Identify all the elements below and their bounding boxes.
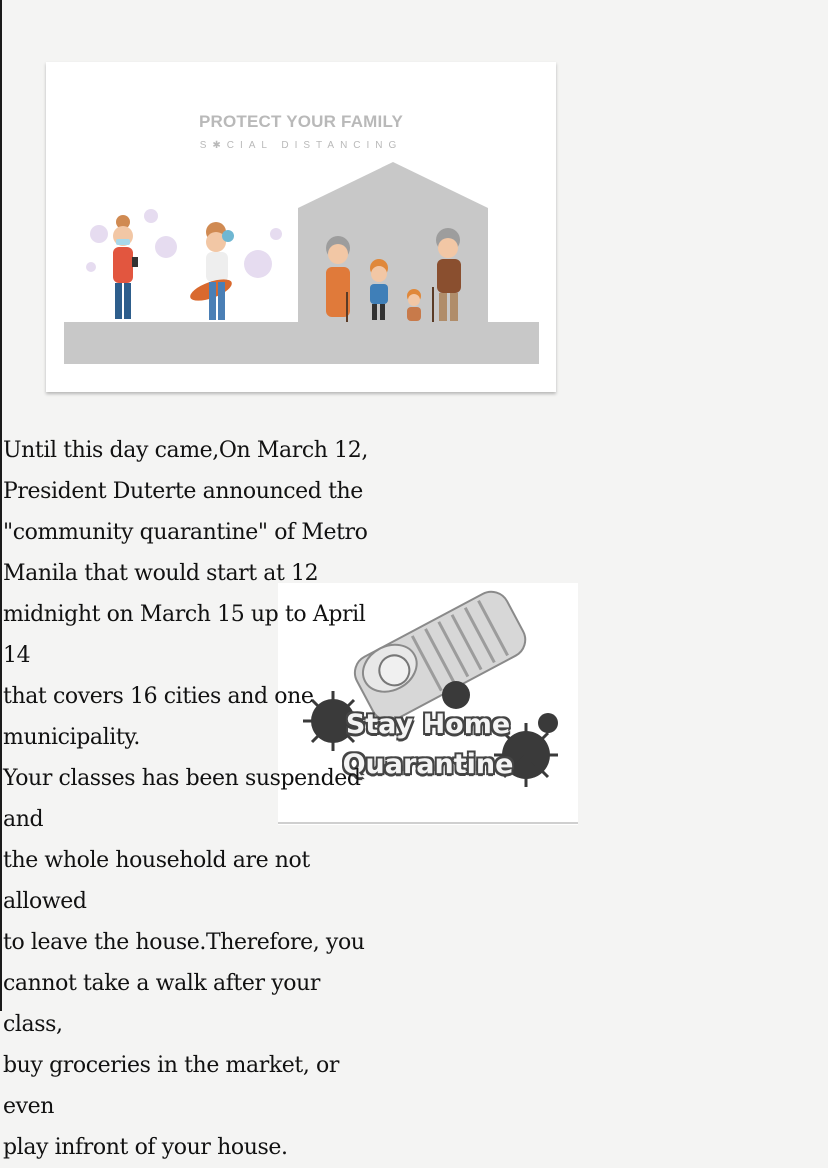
text-line: midnight on March 15 up to April 14: [3, 602, 366, 668]
text-line: that covers 16 cities and one: [3, 684, 314, 709]
text-line: play infront of your house.: [3, 1135, 288, 1160]
text-line: municipality.: [3, 725, 141, 750]
text-line: Until this day came,On March 12,: [3, 438, 368, 463]
page-left-edge: [0, 0, 2, 1011]
paragraph-household-restrictions: [3, 758, 383, 1168]
text-line: the whole household are not allowed: [3, 848, 310, 914]
illustration-subtitle: S✱CIAL DISTANCING: [199, 140, 403, 151]
text-line: President Duterte announced the: [3, 479, 363, 504]
paragraph-quarantine-announcement: [3, 430, 383, 758]
text-line: "community quarantine" of Metro: [3, 520, 368, 545]
text-line: Your classes has been suspended and: [3, 766, 361, 832]
text-line: to leave the house.Therefore, you: [3, 930, 365, 955]
sticker-quarantine: Quarantine: [342, 749, 514, 780]
text-line: Manila that would start at 12: [3, 561, 319, 586]
text-line: buy groceries in the market, or even: [3, 1053, 339, 1119]
text-line: cannot take a walk after your class,: [3, 971, 320, 1037]
sticker-stay-home: Stay Home: [345, 709, 511, 740]
illustration-title: PROTECT YOUR FAMILY: [198, 112, 404, 131]
protect-family-illustration: [46, 62, 556, 392]
